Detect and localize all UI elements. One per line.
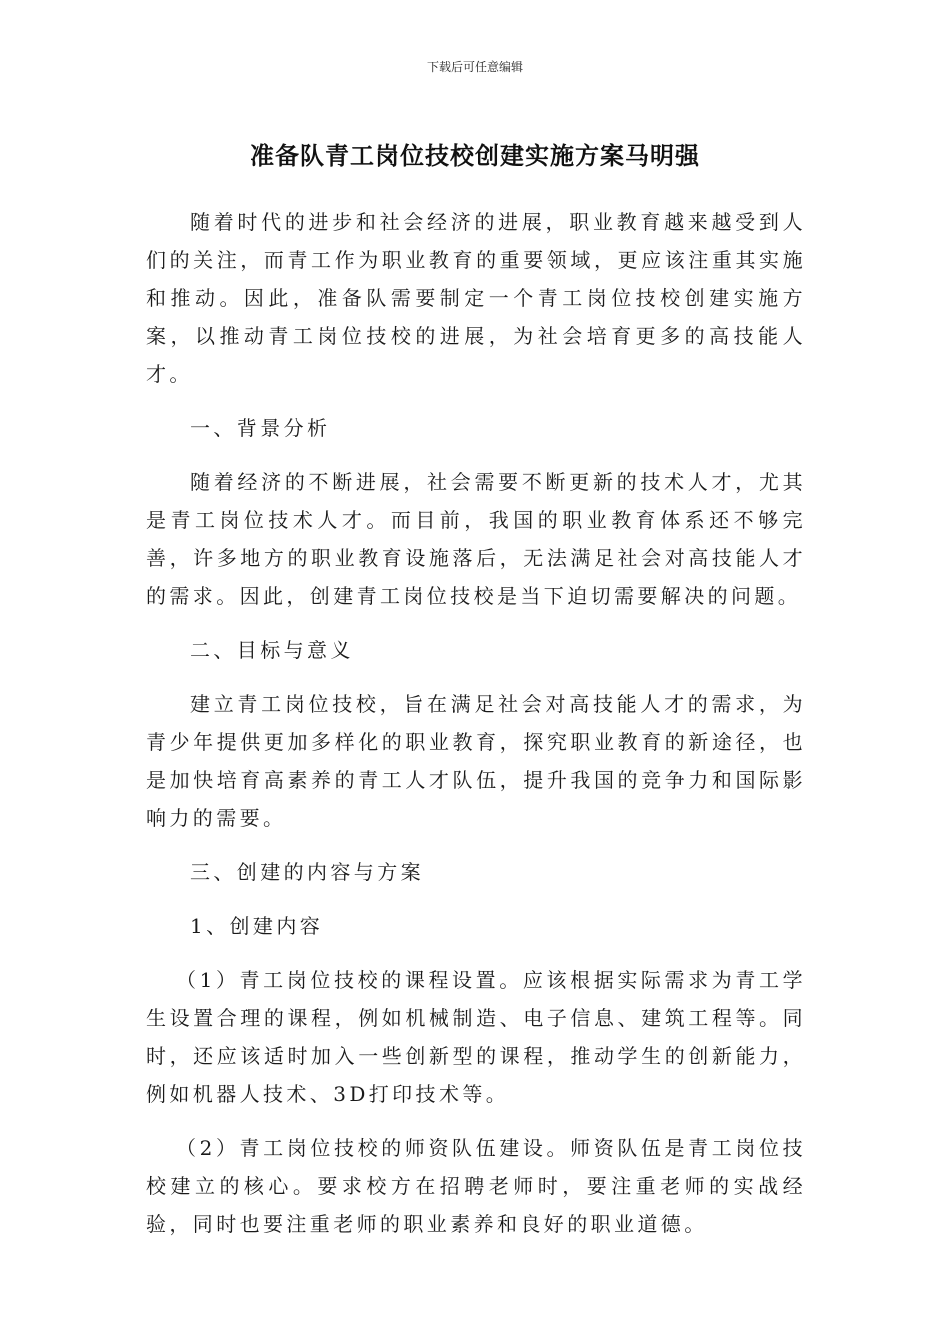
section-heading-content-plan: 三、创建的内容与方案 [190,860,424,884]
goals-paragraph: 建立青工岗位技校，旨在满足社会对高技能人才的需求，为青少年提供更加多样化的职业教育，探究职业教育的新途径，也是加快培育高素养的青工人才队伍，提升我国的竞争力和国际影响力的需要。 [146,692,806,830]
section-heading-goals: 二、目标与意义 [190,638,354,662]
section-heading-background: 一、背景分析 [190,416,331,440]
intro-paragraph: 随着时代的进步和社会经济的进展，职业教育越来越受到人们的关注，而青工作为职业教育的重要领域，更应该注重其实施和推动。因此，准备队需要制定一个青工岗位技校创建实施方案，以推动青工岗位技校的进展，为社会培育更多的高技能人才。 [146,210,806,386]
item-curriculum-paragraph: （1）青工岗位技校的课程设置。应该根据实际需求为青工学生设置合理的课程，例如机械制造、电子信息、建筑工程等。同时，还应该适时加入一些创新型的课程，推动学生的创新能力，例如机器人技术、3D打印技术等。 [146,968,806,1106]
item-faculty-paragraph: （2）青工岗位技校的师资队伍建设。师资队伍是青工岗位技校建立的核心。要求校方在招聘老师时，要注重老师的实战经验，同时也要注重老师的职业素养和良好的职业道德。 [146,1136,806,1236]
background-paragraph: 随着经济的不断进展，社会需要不断更新的技术人才，尤其是青工岗位技术人才。而目前，我国的职业教育体系还不够完善，许多地方的职业教育设施落后，无法满足社会对高技能人才的需求。因此，创建青工岗位技校是当下迫切需要解决的问题。 [146,470,806,608]
page-header-note: 下载后可任意编辑 [426,60,523,74]
document-body [146,203,806,1259]
document-title: 准备队青工岗位技校创建实施方案马明强 [250,142,700,170]
subheading-content: 1、创建内容 [190,914,324,938]
